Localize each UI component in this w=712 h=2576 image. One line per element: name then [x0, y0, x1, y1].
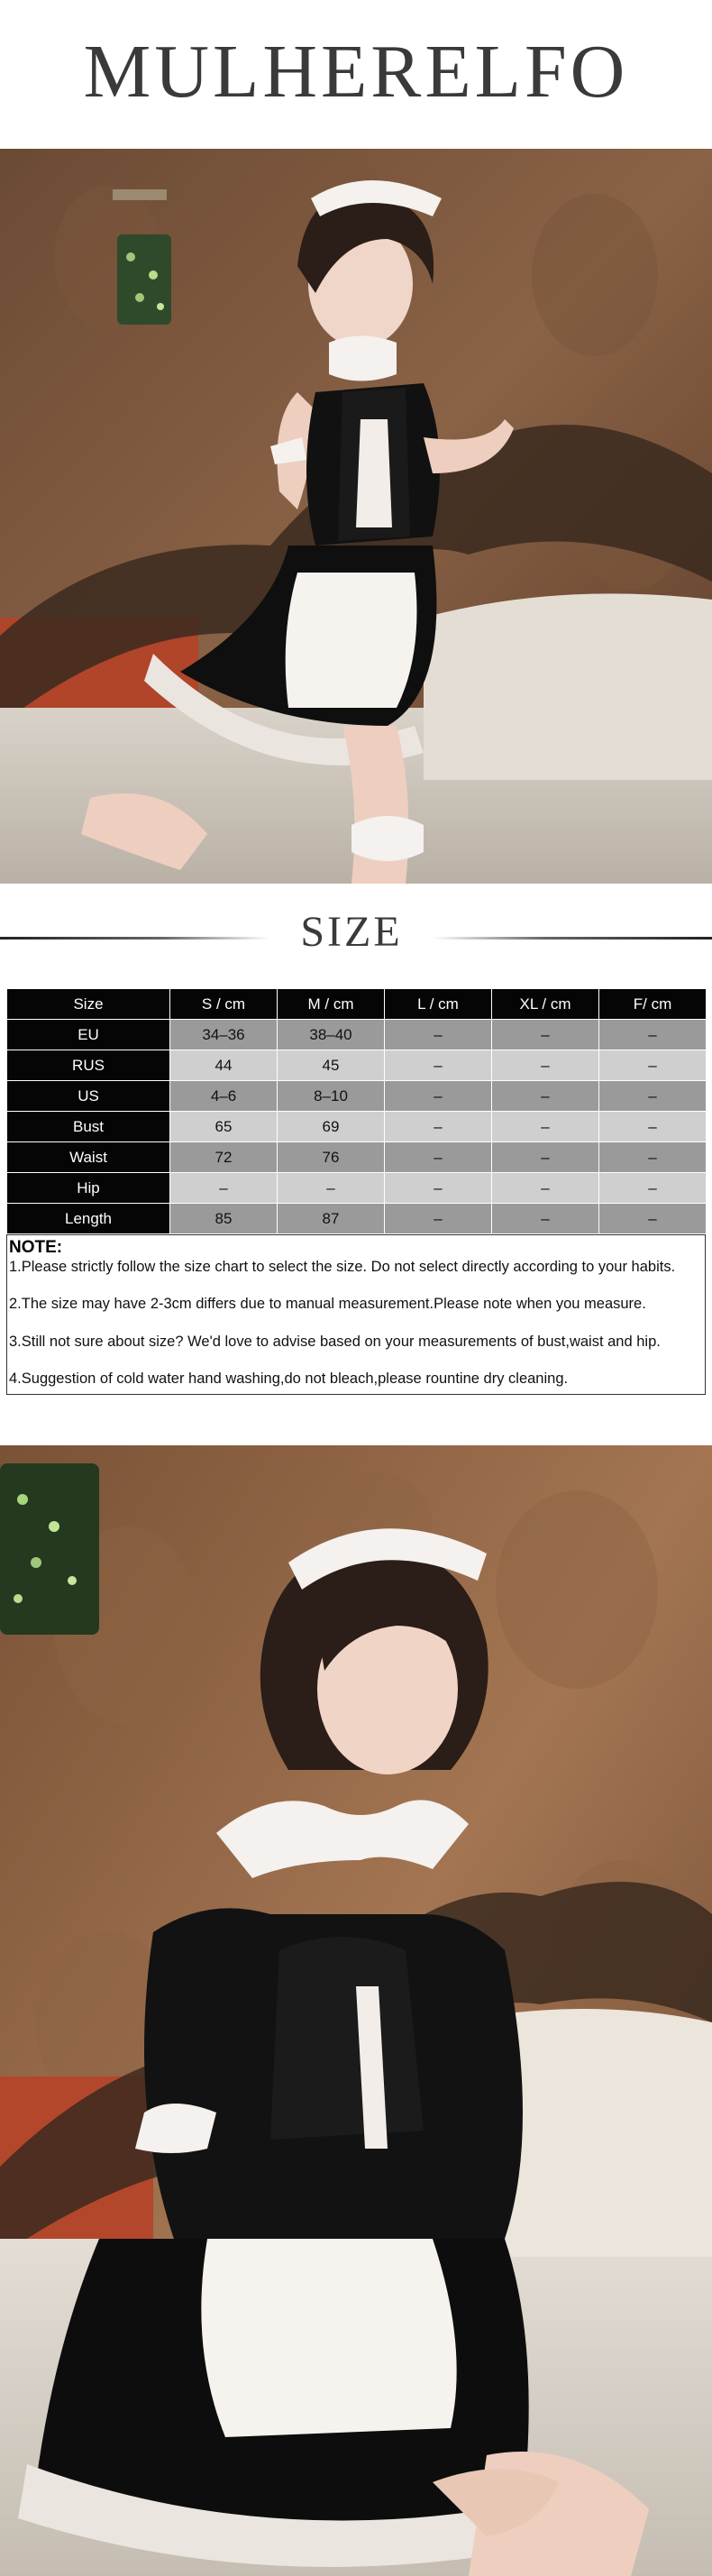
- table-cell: 69: [278, 1112, 385, 1142]
- wall-lamp-illustration: [0, 1463, 99, 1635]
- brand-title: MULHERELFO: [83, 30, 629, 114]
- size-table-header: S / cm: [170, 989, 278, 1020]
- row-label: Hip: [7, 1173, 170, 1204]
- table-cell: –: [385, 1173, 492, 1204]
- table-cell: –: [492, 1081, 599, 1112]
- table-cell: –: [385, 1020, 492, 1050]
- table-row: [7, 1050, 707, 1081]
- brand-header: [0, 0, 712, 149]
- table-cell: 44: [170, 1050, 278, 1081]
- size-table-header: XL / cm: [492, 989, 599, 1020]
- size-divider-right: [433, 937, 712, 940]
- row-label: Bust: [7, 1112, 170, 1142]
- note-item: 4.Suggestion of cold water hand washing,do not bleach,please rountine dry cleaning.: [9, 1371, 569, 1387]
- product-photo-2-illustration: [0, 1445, 712, 2576]
- table-cell: –: [599, 1142, 707, 1173]
- note-item: 2.The size may have 2-3cm differs due to manual measurement.Please note when you measure.: [9, 1296, 646, 1312]
- table-cell: –: [599, 1204, 707, 1234]
- note-item: 3.Still not sure about size? We'd love to advise based on your measurements of bust,waist and hip.: [9, 1334, 661, 1350]
- table-row: [7, 1142, 707, 1173]
- table-cell: –: [492, 1020, 599, 1050]
- table-cell: 34–36: [170, 1020, 278, 1050]
- size-table-header: M / cm: [278, 989, 385, 1020]
- table-cell: –: [385, 1112, 492, 1142]
- table-cell: –: [599, 1050, 707, 1081]
- product-photo-1: [0, 149, 712, 884]
- row-label: Length: [7, 1204, 170, 1234]
- table-row: [7, 1173, 707, 1204]
- table-cell: –: [492, 1142, 599, 1173]
- table-cell: –: [385, 1204, 492, 1234]
- table-cell: –: [492, 1112, 599, 1142]
- size-chart-table: [6, 988, 707, 1234]
- table-cell: –: [599, 1173, 707, 1204]
- product-photo-2: [0, 1445, 712, 2576]
- row-label: US: [7, 1081, 170, 1112]
- table-cell: –: [170, 1173, 278, 1204]
- table-cell: 85: [170, 1204, 278, 1234]
- note-title: NOTE:: [9, 1238, 63, 1257]
- table-cell: 76: [278, 1142, 385, 1173]
- table-row: [7, 1020, 707, 1050]
- table-cell: –: [385, 1081, 492, 1112]
- table-cell: 65: [170, 1112, 278, 1142]
- table-cell: –: [278, 1173, 385, 1204]
- row-label: Waist: [7, 1142, 170, 1173]
- size-divider-left: [0, 937, 270, 940]
- note-item: 1.Please strictly follow the size chart to select the size. Do not select directly according to your habits.: [9, 1259, 676, 1275]
- table-row: [7, 1081, 707, 1112]
- size-table-header: Size: [7, 989, 170, 1020]
- table-cell: –: [492, 1173, 599, 1204]
- table-cell: –: [492, 1050, 599, 1081]
- table-cell: 8–10: [278, 1081, 385, 1112]
- size-heading: SIZE: [300, 908, 403, 956]
- table-cell: 45: [278, 1050, 385, 1081]
- size-table-header: L / cm: [385, 989, 492, 1020]
- note-box: [6, 1234, 706, 1395]
- size-table-header-row: [7, 989, 707, 1020]
- row-label: RUS: [7, 1050, 170, 1081]
- table-cell: –: [385, 1050, 492, 1081]
- table-cell: 87: [278, 1204, 385, 1234]
- table-row: [7, 1112, 707, 1142]
- product-photo-1-illustration: [0, 149, 712, 884]
- size-table-header: F/ cm: [599, 989, 707, 1020]
- table-cell: –: [599, 1081, 707, 1112]
- table-cell: 72: [170, 1142, 278, 1173]
- table-cell: –: [599, 1020, 707, 1050]
- row-label: EU: [7, 1020, 170, 1050]
- table-cell: –: [385, 1142, 492, 1173]
- table-cell: 4–6: [170, 1081, 278, 1112]
- table-cell: –: [492, 1204, 599, 1234]
- table-row: [7, 1204, 707, 1234]
- table-cell: 38–40: [278, 1020, 385, 1050]
- table-cell: –: [599, 1112, 707, 1142]
